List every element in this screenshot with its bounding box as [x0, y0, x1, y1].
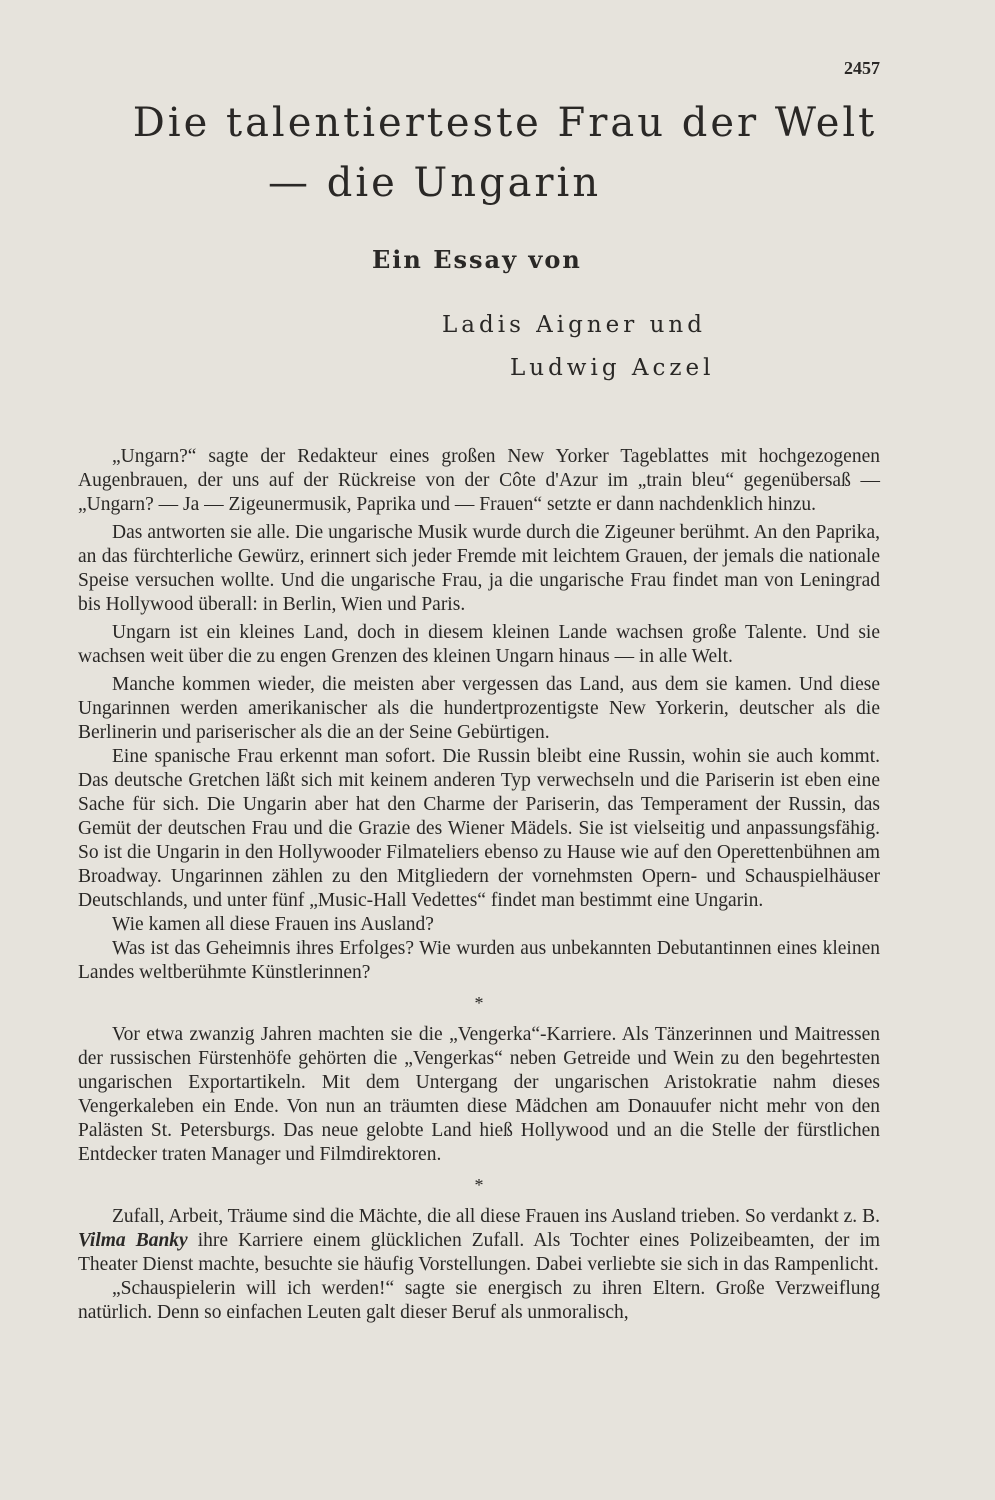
article-title-line-2: — die Ungarin — [268, 160, 602, 206]
paragraph: Manche kommen wieder, die meisten aber vergessen das Land, aus dem sie kamen. Und diese Ungarinnen werden amerikanischer als die hundertprozentigste New Yorkerin, deutscher als die Berlinerin und pariserischer als die an der Seine Gebürtigen. — [78, 674, 880, 743]
paragraph: Vor etwa zwanzig Jahren machten sie die „Vengerka“-Karriere. Als Tänzerinnen und Maitressen der russischen Fürstenhöfe gehörten die „Vengerkas“ neben Getreide und Wein zu den begehrtesten ungarischen Exportartikeln. Mit dem Untergang der ungarischen Aristokratie nahm dieses Vengerkaleben ein Ende. Von nun an träumten diese Mädchen am Donauufer nicht mehr von den Palästen St. Petersburgs. Das neue gelobte Land hieß Hollywood und an die Stelle der fürstlichen Entdecker traten Manager und Filmdirektoren. — [78, 1024, 880, 1165]
paragraph-text-before-name: Zufall, Arbeit, Träume sind die Mächte, die all diese Frauen ins Ausland trieben. So verdankt z. B. — [112, 1206, 880, 1227]
paragraph: „Schauspielerin will ich werden!“ sagte sie energisch zu ihren Eltern. Große Verzweiflung natürlich. Denn so einfachen Leuten galt dieser Beruf als unmoralisch, — [78, 1278, 880, 1323]
paragraph: Eine spanische Frau erkennt man sofort. Die Russin bleibt eine Russin, wohin sie auch kommt. Das deutsche Gretchen läßt sich mit keinem anderen Typ verwechseln und die Pariserin ist eben eine Sache für sich. Die Ungarin aber hat den Charme der Pariserin, das Temperament der Russin, das Gemüt der deutschen Frau und die Grazie des Wiener Mädels. Sie ist vielseitig und anpassungsfähig. So ist die Ungarin in den Hollywooder Filmateliers ebenso zu Hause wie auf den Operettenbühnen am Broadway. Ungarinnen zählen zu den Mitgliedern der vornehmsten Opern- und Schauspielhäuser Deutschlands, und unter fünf „Music-Hall Vedettes“ findet man bestimmt eine Ungarin. — [78, 746, 880, 911]
paragraph: Was ist das Geheimnis ihres Erfolges? Wie wurden aus unbekannten Debutantinnen eines kleinen Landes weltberühmte Künstlerinnen? — [78, 938, 880, 983]
paragraph: Wie kamen all diese Frauen ins Ausland? — [112, 914, 434, 935]
paragraph — [78, 1205, 880, 1277]
paragraph: Ungarn ist ein kleines Land, doch in diesem kleinen Lande wachsen große Talente. Und sie wachsen weit über die zu engen Grenzen des kleinen Ungarn hinaus — in alle Welt. — [78, 622, 880, 667]
article-subtitle: Ein Essay von — [372, 245, 582, 274]
section-separator-2: * — [474, 1175, 484, 1195]
article-title-line-1: Die talentierteste Frau der Welt — [132, 100, 878, 146]
actress-name: Vilma Banky — [78, 1230, 188, 1251]
author-line-1: Ladis Aigner und — [442, 312, 706, 338]
page-number: 2457 — [844, 58, 880, 78]
paragraph-text-after-name: ihre Karriere einem glücklichen Zufall. Als Tochter eines Polizeibeamten, der im Theater Dienst machte, besuchte sie häufig Vorstellungen. Dabei verliebte sie sich in das Rampenlicht. — [78, 1230, 880, 1275]
paragraph: „Ungarn?“ sagte der Redakteur eines großen New Yorker Tageblattes mit hochgezogenen Augenbrauen, der uns auf der Rückreise von der Côte d'Azur im „train bleu“ gegenübersaß — „Ungarn? — Ja — Zigeunermusik, Paprika und — Frauen“ setzte er dann nachdenklich hinzu. — [78, 446, 880, 515]
article-body — [78, 445, 880, 1325]
section-separator-1: * — [474, 993, 484, 1013]
author-line-2: Ludwig Aczel — [510, 355, 715, 381]
paragraph: Das antworten sie alle. Die ungarische Musik wurde durch die Zigeuner berühmt. An den Paprika, an das fürchterliche Gewürz, erinnert sich jeder Fremde mit leichtem Grauen, der jemals die nationale Speise versuchen wollte. Und die ungarische Frau, ja die ungarische Frau findet man von Leningrad bis Hollywood überall: in Berlin, Wien und Paris. — [78, 522, 880, 615]
